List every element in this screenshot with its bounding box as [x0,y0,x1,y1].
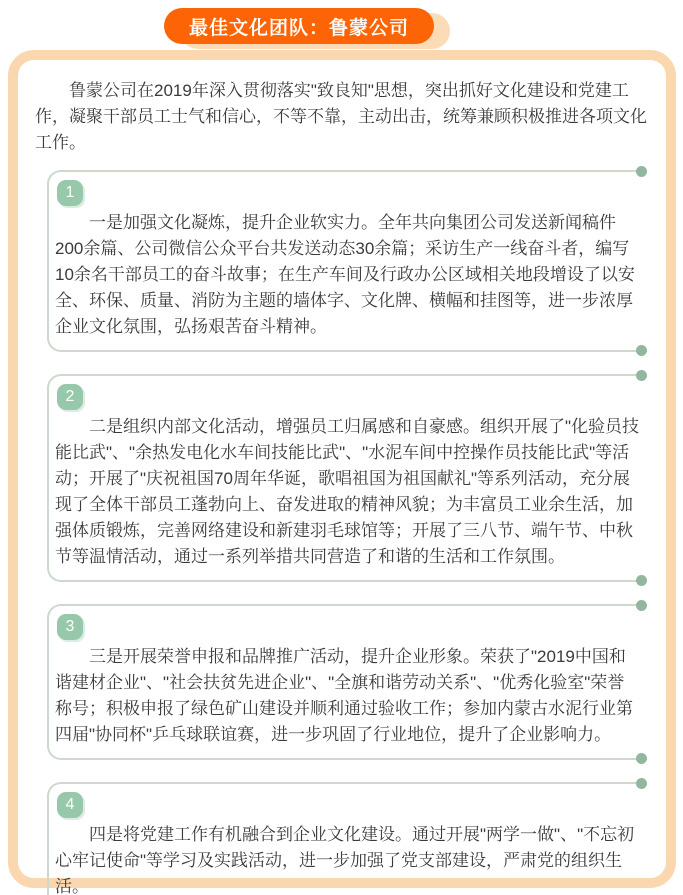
section-1-number: 1 [65,184,75,201]
section-1-dot-top [636,166,647,177]
section-2-paragraph: 二是组织内部文化活动，增强员工归属感和自豪感。组织开展了"化验员技能比武"、"余热发电化水车间技能比武"、"水泥车间中控操作员技能比武"等活动；开展了"庆祝祖国70周年华诞，歌唱祖国为祖国献礼"等系列活动，充分展现了全体干部员工蓬勃向上、奋发进取的精神风貌；为丰富员工业余生活，加强体质锻炼，完善网络建设和新建羽毛球馆等；开展了三八节、端午节、中秋节等温情活动，通过一系列举措共同营造了和谐的生活和工作氛围。 [55,417,640,566]
section-1-dot-bottom [636,345,647,356]
section-3-number: 3 [65,618,75,635]
section-1-paragraph: 一是加强文化凝炼，提升企业软实力。全年共向集团公司发送新闻稿件200余篇、公司微信公众平台共发送动态30余篇；采访生产一线奋斗者，编写10余名干部员工的奋斗故事；在生产车间及行政办公区域相关地段增设了以安全、环保、质量、消防为主题的墙体字、文化牌、横幅和挂图等，进一步浓厚企业文化氛围，弘扬艰苦奋斗精神。 [55,213,635,336]
section-4 [47,782,642,895]
section-2 [47,374,642,582]
section-4-number: 4 [65,796,75,813]
section-4-dot-top [636,778,647,789]
section-3-number-badge [57,614,83,640]
intro-paragraph: 鲁蒙公司在2019年深入贯彻落实"致良知"思想，突出抓好文化建设和党建工作，凝聚干部员工士气和信心，不等不靠，主动出击，统筹兼顾积极推进各项文化工作。 [35,81,647,152]
section-3-dot-top [636,600,647,611]
section-1 [47,170,642,352]
section-4-number-badge [57,792,83,818]
section-2-dot-top [636,370,647,381]
section-3-dot-bottom [636,753,647,764]
content-card [8,50,676,895]
section-3 [47,604,642,760]
section-1-number-badge [57,180,83,206]
section-3-paragraph: 三是开展荣誉申报和品牌推广活动，提升企业形象。荣获了"2019中国和谐建材企业"、"社会扶贫先进企业"、"全旗和谐劳动关系"、"优秀化验室"荣誉称号；积极申报了绿色矿山建设并顺利通过验收工作；参加内蒙古水泥行业第四届"协同杯"乒乓球联谊赛，进一步巩固了行业地位，提升了企业影响力。 [55,647,633,744]
section-4-paragraph: 四是将党建工作有机融合到企业文化建设。通过开展"两学一做"、"不忘初心牢记使命"等学习及实践活动，进一步加强了党支部建设，严肃党的组织生活。 [55,825,635,895]
section-2-dot-bottom [636,575,647,586]
header-badge [164,8,434,44]
section-2-number: 2 [65,388,75,405]
page-title: 最佳文化团队：鲁蒙公司 [188,17,409,39]
section-2-number-badge [57,384,83,410]
